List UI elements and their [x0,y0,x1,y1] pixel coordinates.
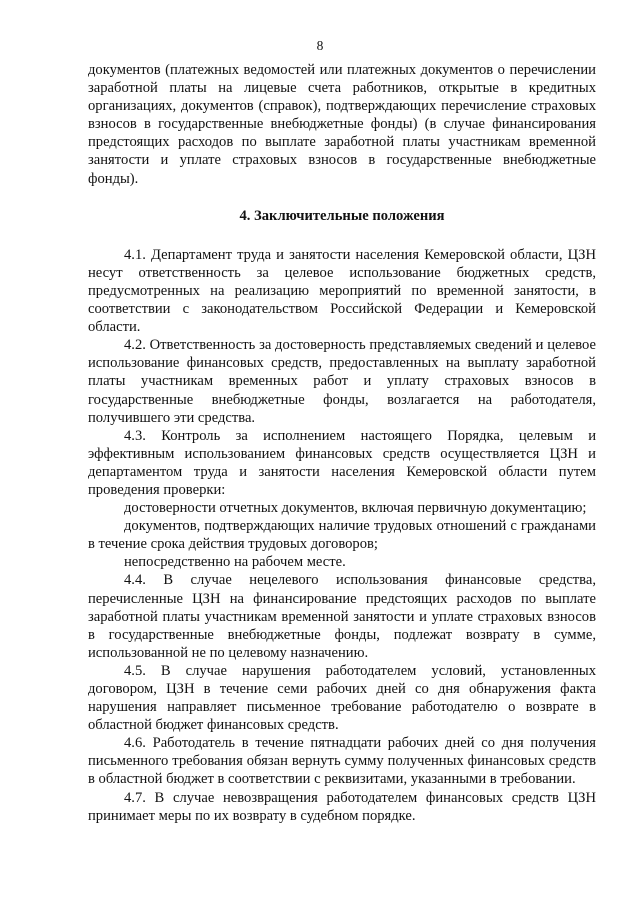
paragraph-4-4: 4.4. В случае нецелевого использования финансовые средства, перечисленные ЦЗН на финансирование предстоящих расходов по выплате заработной платы участникам временной занятости и уплате страховых взносов в государственные внебюджетные фонды, подлежат возврату в сумме, использованной не по целевому назначению. [88,572,596,661]
document-body [88,61,596,825]
list-item-reporting-documents: достоверности отчетных документов, включая первичную документацию; [124,500,587,517]
section-heading: 4. Заключительные положения [239,207,445,224]
paragraph-4-3: 4.3. Контроль за исполнением настоящего Порядка, целевым и эффективным использованием финансовых средств осуществляется ЦЗН и департаментом труда и занятости населения Кемеровской области путем проведения проверки: [88,427,596,498]
paragraph-4-7: 4.7. В случае невозвращения работодателем финансовых средств ЦЗН принимает меры по их возврату в судебном порядке. [88,789,596,824]
intro-paragraph: документов (платежных ведомостей или платежных документов о перечислении заработной платы на лицевые счета работников, открытые в кредитных организациях, документов (справок), подтверждающих перечисление страховых взносов в государственные внебюджетные фонды) (в случае финансирования предстоящих расходов по выплате заработной платы участникам временной занятости и уплате страховых взносов в государственные внебюджетные фонды). [88,62,596,187]
list-item-labor-relations-documents: документов, подтверждающих наличие трудовых отношений с гражданами в течение срока действия трудовых договоров; [88,518,596,553]
paragraph-4-5: 4.5. В случае нарушения работодателем условий, установленных договором, ЦЗН в течение семи рабочих дней со дня обнаружения факта нарушения направляет письменное требование работодателю о возврате в областной бюджет финансовых средств. [88,662,596,734]
page-number: 8 [316,38,324,53]
paragraph-4-1: 4.1. Департамент труда и занятости населения Кемеровской области, ЦЗН несут ответственность за целевое использование бюджетных средств, предусмотренных на реализацию мероприятий по временной занятости, в соответствии с законодательством Российской Федерации и Кемеровской области. [88,246,596,336]
list-item-workplace-check: непосредственно на рабочем месте. [124,554,346,571]
paragraph-4-2: 4.2. Ответственность за достоверность представляемых сведений и целевое использование финансовых средств, предоставленных на выплату заработной платы участникам временных работ и уплату страховых взносов в государственные внебюджетные фонды, возлагается на работодателя, получившего эти средства. [88,337,596,426]
paragraph-4-6: 4.6. Работодатель в течение пятнадцати рабочих дней со дня получения письменного требования обязан вернуть сумму полученных финансовых средств в областной бюджет в соответствии с реквизитами, указанными в требовании. [88,735,596,788]
